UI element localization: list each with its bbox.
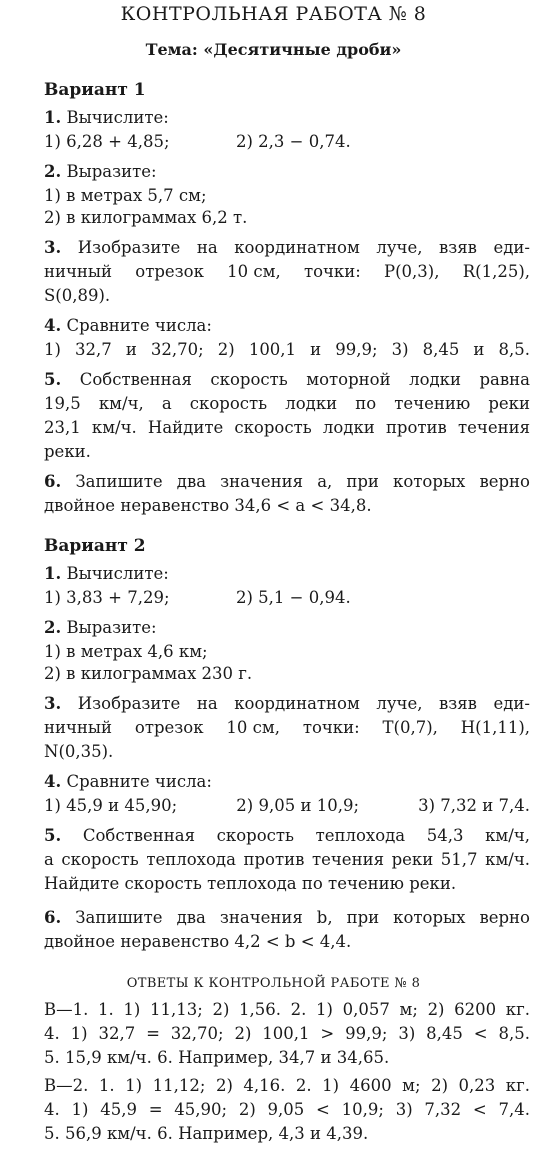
variant-1-heading: Вариант 1 [44,80,146,100]
v2-q6-line2: двойное неравенство 4,2 < b < 4,4. [44,932,352,951]
question-text: Запишите два значения a, при которых верно [75,472,530,491]
question-number: 2. [44,162,62,181]
question-number: 2. [44,618,62,637]
v2-q2 [44,618,157,638]
v2-q2-a: 1) в метрах 4,6 км; [44,642,208,661]
question-number: 1. [44,108,62,127]
v2-q3-line1 [44,694,530,714]
question-text: Выразите: [66,618,157,637]
question-number: 1. [44,564,62,583]
text-word: ничный [44,262,113,281]
v1-q1-b: 2) 2,3 − 0,74. [236,132,351,151]
v1-q2 [44,162,157,182]
question-number: 5. [44,370,62,389]
point-label: R(1,25), [462,262,530,281]
answer-item: 2) 9,05 и 10,9; [236,796,359,815]
answers-v1-line1: В—1. 1. 1) 11,13; 2) 1,56. 2. 1) 0,057 м; 2) 6200 кг. [44,1000,530,1019]
question-text: Сравните числа: [66,772,212,791]
v2-q2-b: 2) в килограммах 230 г. [44,664,253,683]
text-word: точки: [303,262,361,281]
answers-v1-line2: 4. 1) 32,7 = 32,70; 2) 100,1 > 99,9; 3) 8,45 < 8,5. [44,1024,530,1043]
v2-q5-line3: Найдите скорость теплохода по течению реки. [44,874,457,893]
point-label: T(0,7), [382,718,438,737]
v1-q1 [44,108,169,128]
v1-q2-a: 1) в метрах 5,7 см; [44,186,207,205]
v2-q5-line1 [44,826,530,846]
text-word: точки: [302,718,360,737]
text-word: отрезок [135,262,204,281]
text-word: 10 см, [227,262,281,281]
answer-item: 3) 7,32 и 7,4. [418,796,530,815]
page-title: КОНТРОЛЬНАЯ РАБОТА № 8 [120,3,427,25]
answers-v2-line1: В—2. 1. 1) 11,12; 2) 4,16. 2. 1) 4600 м; 2) 0,23 кг. [44,1076,530,1095]
question-number: 3. [44,238,62,257]
v2-q6-line1 [44,908,530,928]
v2-q1-b: 2) 5,1 − 0,94. [236,588,351,607]
v2-q4 [44,772,212,792]
point-label: H(1,11), [460,718,530,737]
text-word: ничный [44,718,113,737]
question-text: Изобразите на координатном луче, взяв еди- [77,238,530,257]
answer-item: 1) 45,9 и 45,90; [44,796,178,815]
v1-q5-line1 [44,370,530,390]
v1-q4-answers: 1) 32,7 и 32,70; 2) 100,1 и 99,9; 3) 8,45 и 8,5. [44,340,530,359]
question-number: 4. [44,772,62,791]
question-number: 4. [44,316,62,335]
v2-q5-line2: а скорость теплохода против течения реки 51,7 км/ч. [44,850,530,869]
v2-q3-line3: N(0,35). [44,742,114,761]
question-text: Вычислите: [66,564,169,583]
answers-v1-line3: 5. 15,9 км/ч. 6. Например, 34,7 и 34,65. [44,1048,390,1067]
v2-q3-line2 [44,718,530,738]
v1-q5-line4: реки. [44,442,91,461]
v2-q4-answers [44,796,530,816]
v1-q1-a: 1) 6,28 + 4,85; [44,132,170,151]
answers-heading: ОТВЕТЫ К КОНТРОЛЬНОЙ РАБОТЕ № 8 [126,976,421,991]
variant-2-heading: Вариант 2 [44,536,146,556]
v1-q3-line3: S(0,89). [44,286,111,305]
question-number: 5. [44,826,62,845]
question-number: 6. [44,908,62,927]
question-text: Вычислите: [66,108,169,127]
question-text: Собственная скорость моторной лодки равна [79,370,531,389]
v1-q6-line1 [44,472,530,492]
answers-v2-line3: 5. 56,9 км/ч. 6. Например, 4,3 и 4,39. [44,1124,369,1143]
v1-q5-line3: 23,1 км/ч. Найдите скорость лодки против течения [44,418,530,437]
text-word: 10 см, [226,718,280,737]
v1-q3-line1 [44,238,530,258]
v1-q3-line2 [44,262,530,282]
question-number: 3. [44,694,62,713]
page-subtitle: Тема: «Десятичные дроби» [145,40,402,59]
question-text: Запишите два значения b, при которых верно [75,908,530,927]
question-text: Выразите: [66,162,157,181]
v1-q2-b: 2) в килограммах 6,2 т. [44,208,248,227]
point-label: P(0,3), [384,262,440,281]
question-number: 6. [44,472,62,491]
question-text: Собственная скорость теплохода 54,3 км/ч, [82,826,530,845]
answers-v2-line2: 4. 1) 45,9 = 45,90; 2) 9,05 < 10,9; 3) 7,32 < 7,4. [44,1100,530,1119]
text-word: отрезок [134,718,204,737]
question-text: Сравните числа: [66,316,212,335]
v2-q1 [44,564,169,584]
v1-q5-line2: 19,5 км/ч, а скорость лодки по течению реки [44,394,530,413]
v1-q4 [44,316,212,336]
question-text: Изобразите на координатном луче, взяв еди- [77,694,530,713]
v2-q1-a: 1) 3,83 + 7,29; [44,588,170,607]
v1-q6-line2: двойное неравенство 34,6 < a < 34,8. [44,496,372,515]
